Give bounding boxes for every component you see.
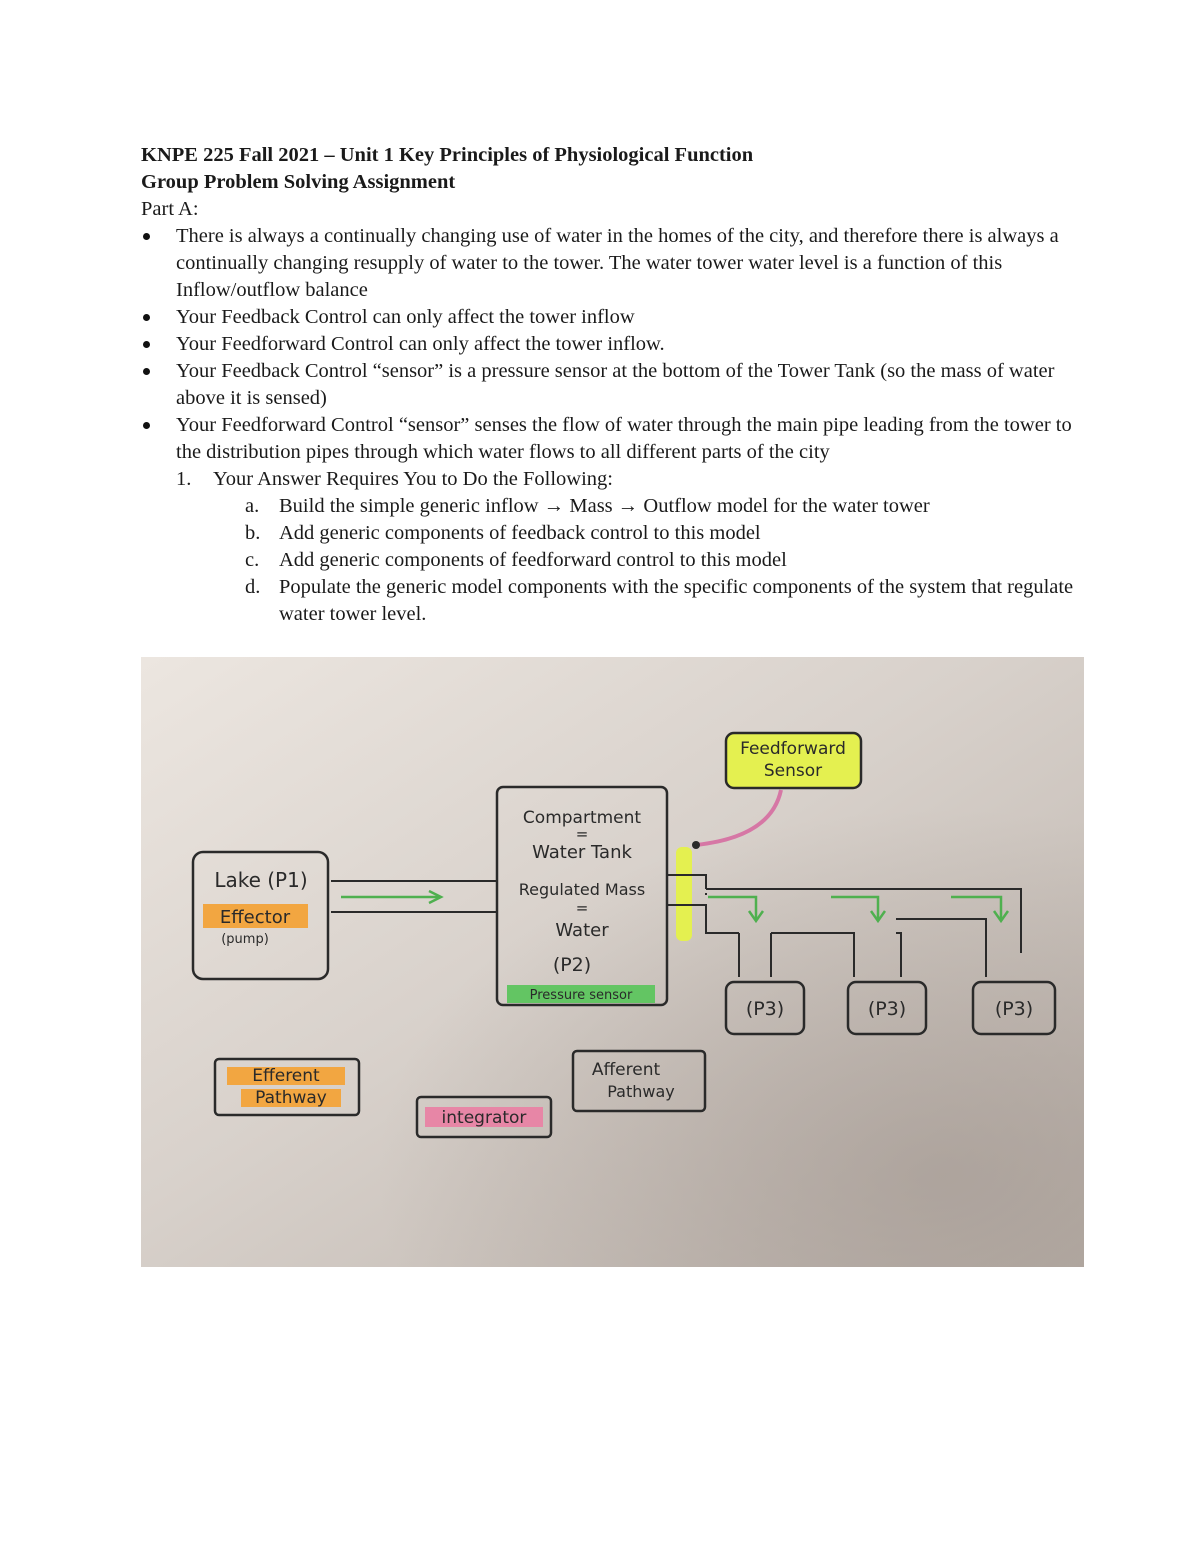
sub-text: Add generic components of feedback control to this model bbox=[279, 522, 761, 544]
feedforward-label: Feedforward bbox=[740, 739, 846, 759]
sub-item bbox=[245, 520, 1091, 547]
bullet-dot bbox=[143, 422, 150, 429]
sub-list bbox=[176, 493, 1091, 628]
pressure-sensor-label: Pressure sensor bbox=[529, 988, 633, 1003]
pathway-label: Pathway bbox=[255, 1088, 327, 1108]
bullet-item bbox=[141, 358, 1091, 412]
numbered-text: Your Answer Requires You to Do the Following: bbox=[213, 468, 613, 490]
bullet-text: Your Feedback Control can only affect the tower inflow bbox=[176, 306, 635, 328]
bullet-text: Your Feedforward Control “sensor” senses the flow of water through the main pipe leading from the tower to the distribution pipes through which water flows to all different parts of the city bbox=[176, 414, 1072, 463]
sub-marker: b. bbox=[245, 522, 261, 544]
p3-label: (P3) bbox=[994, 998, 1034, 1020]
sub-marker: d. bbox=[245, 576, 261, 598]
effector-label: Effector bbox=[219, 907, 291, 928]
bullet-text: There is always a continually changing use of water in the homes of the city, and therefore there is always a continually changing resupply of water to the tower. The water tower water level is a function of this Inflow/outflow balance bbox=[176, 225, 1059, 301]
p3-label: (P3) bbox=[745, 998, 785, 1020]
diagram-svg bbox=[141, 657, 1084, 1267]
numbered-list bbox=[141, 466, 1091, 628]
compartment-label: Compartment bbox=[522, 808, 642, 828]
sub-marker: a. bbox=[245, 495, 260, 517]
numbered-item bbox=[176, 466, 1091, 493]
sub-marker: c. bbox=[245, 549, 260, 571]
bullet-item bbox=[141, 412, 1091, 466]
p3-label: (P3) bbox=[867, 998, 907, 1020]
bullet-text: Your Feedforward Control can only affect the tower inflow. bbox=[176, 333, 665, 355]
sensor-label: Sensor bbox=[763, 761, 823, 781]
part-label: Part A: bbox=[141, 198, 199, 220]
bullet-item bbox=[141, 223, 1091, 304]
sub-text: Build the simple generic inflow → Mass → Outflow model for the water tower bbox=[279, 495, 930, 517]
feedforward-sensor-box bbox=[726, 733, 861, 788]
equals-label: = bbox=[575, 899, 589, 917]
paper-shadow bbox=[141, 657, 1084, 1267]
bullet-item bbox=[141, 331, 1091, 358]
sub-text: Add generic components of feedforward control to this model bbox=[279, 549, 787, 571]
pathway-label: Pathway bbox=[607, 1082, 675, 1101]
document-title: KNPE 225 Fall 2021 – Unit 1 Key Principles of Physiological Function bbox=[141, 144, 754, 166]
bullet-dot bbox=[143, 233, 150, 240]
diagram-photo bbox=[141, 657, 1084, 1267]
regulated-mass-label: Regulated Mass bbox=[518, 880, 646, 899]
outflow-sensor-highlight bbox=[676, 847, 692, 941]
bullet-list bbox=[141, 223, 1091, 466]
sub-text: Populate the generic model components with the specific components of the system that regulate water tower level. bbox=[279, 576, 1074, 625]
bullet-dot bbox=[143, 341, 150, 348]
bullet-dot bbox=[143, 368, 150, 375]
p2-label: (P2) bbox=[552, 954, 592, 976]
afferent-label: Afferent bbox=[591, 1060, 661, 1080]
bullet-text: Your Feedback Control “sensor” is a pressure sensor at the bottom of the Tower Tank (so the mass of water above it is sensed) bbox=[176, 360, 1055, 409]
water-label: Water bbox=[555, 920, 609, 941]
efferent-label: Efferent bbox=[252, 1066, 320, 1086]
pump-label: (pump) bbox=[221, 932, 269, 947]
water-tank-label: Water Tank bbox=[532, 842, 632, 863]
equals-label: = bbox=[575, 825, 589, 843]
numbered-marker: 1. bbox=[176, 468, 192, 490]
bullet-item bbox=[141, 304, 1091, 331]
integrator-label: integrator bbox=[441, 1108, 527, 1128]
sub-item bbox=[245, 547, 1091, 574]
bullet-dot bbox=[143, 314, 150, 321]
document-subtitle: Group Problem Solving Assignment bbox=[141, 171, 456, 193]
sub-item bbox=[245, 574, 1091, 628]
sub-item bbox=[245, 493, 1091, 520]
feedforward-link-dot bbox=[692, 841, 700, 849]
lake-label: Lake (P1) bbox=[214, 868, 308, 892]
assignment-text bbox=[141, 142, 1091, 628]
